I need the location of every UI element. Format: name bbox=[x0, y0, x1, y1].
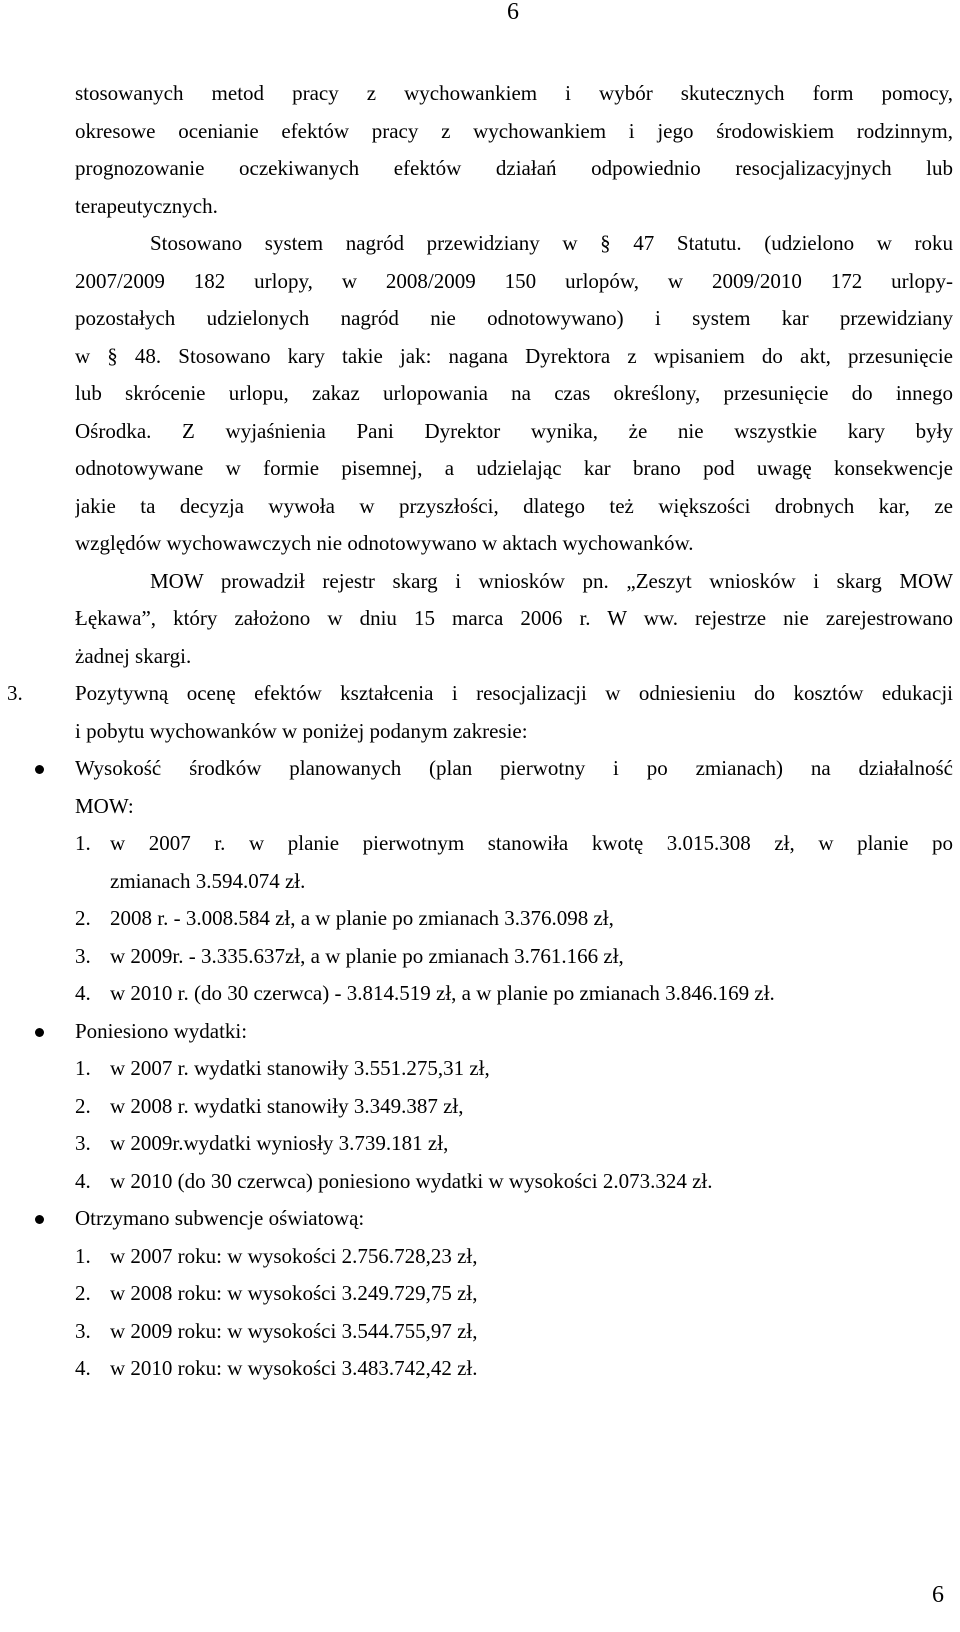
paragraph-rewards-penalties bbox=[75, 225, 953, 563]
bullet-icon bbox=[35, 1215, 44, 1224]
section-number: 3. bbox=[7, 681, 23, 705]
item-text: w 2007 r. wydatki stanowiły 3.551.275,31 zł, bbox=[110, 1056, 490, 1080]
text-line: terapeutycznych. bbox=[75, 193, 218, 218]
item-text: w 2007 r. w planie pierwotnym stanowiła kwotę 3.015.308 zł, w planie po bbox=[110, 831, 953, 855]
bullet-text: Wysokość środków planowanych (plan pierwotny i po zmianach) na działalność bbox=[75, 756, 953, 780]
text-line bbox=[7, 675, 953, 713]
item-number: 3. bbox=[75, 943, 91, 968]
item-number: 1. bbox=[75, 831, 91, 855]
item-text: w 2008 roku: w wysokości 3.249.729,75 zł, bbox=[110, 1281, 478, 1305]
item-number: 2. bbox=[75, 906, 91, 930]
text-line: MOW: bbox=[75, 793, 134, 818]
item-number: 3. bbox=[75, 1318, 91, 1343]
item-text: w 2008 r. wydatki stanowiły 3.349.387 zł, bbox=[110, 1093, 464, 1118]
page-number-top: 6 bbox=[507, 0, 519, 25]
item-text: w 2009 roku: w wysokości 3.544.755,97 zł, bbox=[110, 1318, 478, 1343]
bullet-line bbox=[75, 1013, 953, 1051]
item-number: 4. bbox=[75, 1356, 91, 1380]
item-number: 1. bbox=[75, 1243, 91, 1268]
list-item bbox=[75, 975, 953, 1013]
text-line: stosowanych metod pracy z wychowankiem i wybór skutecznych form pomocy, bbox=[75, 81, 953, 105]
bullet-icon bbox=[35, 765, 44, 774]
bullet-text: Otrzymano subwencje oświatową: bbox=[75, 1206, 365, 1230]
item-number: 2. bbox=[75, 1281, 91, 1305]
list-item bbox=[75, 1163, 953, 1201]
list-item bbox=[75, 1238, 953, 1276]
text-line: odnotowywane w formie pisemnej, a udzielając kar brano pod uwagę konsekwencje bbox=[75, 456, 953, 480]
list-item bbox=[75, 1350, 953, 1388]
text-line: i pobytu wychowanków w poniżej podanym zakresie: bbox=[75, 718, 528, 743]
text-line: prognozowanie oczekiwanych efektów działań odpowiednio resocjalizacyjnych lub bbox=[75, 156, 953, 180]
text-line: Stosowano system nagród przewidziany w § 47 Statutu. (udzielono w roku bbox=[150, 231, 953, 255]
item-text: w 2009r. - 3.335.637zł, a w planie po zmianach 3.761.166 zł, bbox=[110, 943, 624, 968]
list-item bbox=[75, 1125, 953, 1163]
item-number: 1. bbox=[75, 1056, 91, 1080]
item-continuation: zmianach 3.594.074 zł. bbox=[110, 868, 306, 893]
text-line: pozostałych udzielonych nagród nie odnotowywano) i system kar przewidziany bbox=[75, 306, 953, 330]
item-text: w 2009r.wydatki wyniosły 3.739.181 zł, bbox=[110, 1131, 449, 1155]
list-item bbox=[75, 1050, 953, 1088]
page-number-bottom: 6 bbox=[932, 1582, 944, 1608]
text-line: żadnej skargi. bbox=[75, 643, 192, 668]
item-number: 4. bbox=[75, 1168, 91, 1193]
list-item bbox=[75, 900, 953, 938]
text-line: MOW prowadził rejestr skarg i wniosków pn. „Zeszyt wniosków i skarg MOW bbox=[150, 568, 953, 593]
text-line: lub skrócenie urlopu, zakaz urlopowania na czas określony, przesunięcie do innego bbox=[75, 381, 953, 405]
item-number: 2. bbox=[75, 1093, 91, 1118]
list-item bbox=[75, 938, 953, 976]
text-line: jakie ta decyzja wywoła w przyszłości, dlatego też większości drobnych kar, ze bbox=[75, 493, 953, 518]
text-line: Ośrodka. Z wyjaśnienia Pani Dyrektor wynika, że nie wszystkie kary były bbox=[75, 418, 953, 443]
bullet-text: Poniesiono wydatki: bbox=[75, 1018, 248, 1043]
text-line: okresowe ocenianie efektów pracy z wychowankiem i jego środowiskiem rodzinnym, bbox=[75, 118, 953, 143]
item-text: 2008 r. - 3.008.584 zł, a w planie po zmianach 3.376.098 zł, bbox=[110, 906, 614, 930]
section-text: Pozytywną ocenę efektów kształcenia i resocjalizacji w odniesieniu do kosztów edukacji bbox=[75, 681, 953, 705]
item-text: w 2010 r. (do 30 czerwca) - 3.814.519 zł, a w planie po zmianach 3.846.169 zł. bbox=[110, 981, 775, 1005]
paragraph-complaints-register bbox=[75, 563, 953, 676]
item-text: w 2010 (do 30 czerwca) poniesiono wydatki w wysokości 2.073.324 zł. bbox=[110, 1168, 713, 1193]
bullet-expenditures bbox=[75, 1013, 953, 1201]
section-3 bbox=[7, 675, 953, 750]
item-number: 4. bbox=[75, 981, 91, 1005]
list-item bbox=[75, 825, 953, 863]
bullet-icon bbox=[35, 1028, 44, 1037]
text-line: w § 48. Stosowano kary takie jak: nagana Dyrektora z wpisaniem do akt, przesunięcie bbox=[75, 343, 953, 368]
item-text: w 2007 roku: w wysokości 2.756.728,23 zł, bbox=[110, 1243, 478, 1268]
bullet-line bbox=[75, 750, 953, 788]
paragraph-methods bbox=[75, 75, 953, 225]
text-line: 2007/2009 182 urlopy, w 2008/2009 150 urlopów, w 2009/2010 172 urlopy- bbox=[75, 268, 953, 293]
document-body bbox=[7, 75, 953, 1388]
list-item bbox=[75, 1275, 953, 1313]
text-line: względów wychowawczych nie odnotowywano w aktach wychowanków. bbox=[75, 531, 694, 555]
bullet-planned-funds bbox=[75, 750, 953, 1013]
text-line: Łękawa”, który założono w dniu 15 marca 2006 r. W ww. rejestrze nie zarejestrowano bbox=[75, 606, 953, 630]
bullet-subsidy bbox=[75, 1200, 953, 1388]
bullet-line bbox=[75, 1200, 953, 1238]
item-text: w 2010 roku: w wysokości 3.483.742,42 zł. bbox=[110, 1356, 478, 1380]
list-item bbox=[75, 1088, 953, 1126]
list-item bbox=[75, 1313, 953, 1351]
item-number: 3. bbox=[75, 1131, 91, 1155]
